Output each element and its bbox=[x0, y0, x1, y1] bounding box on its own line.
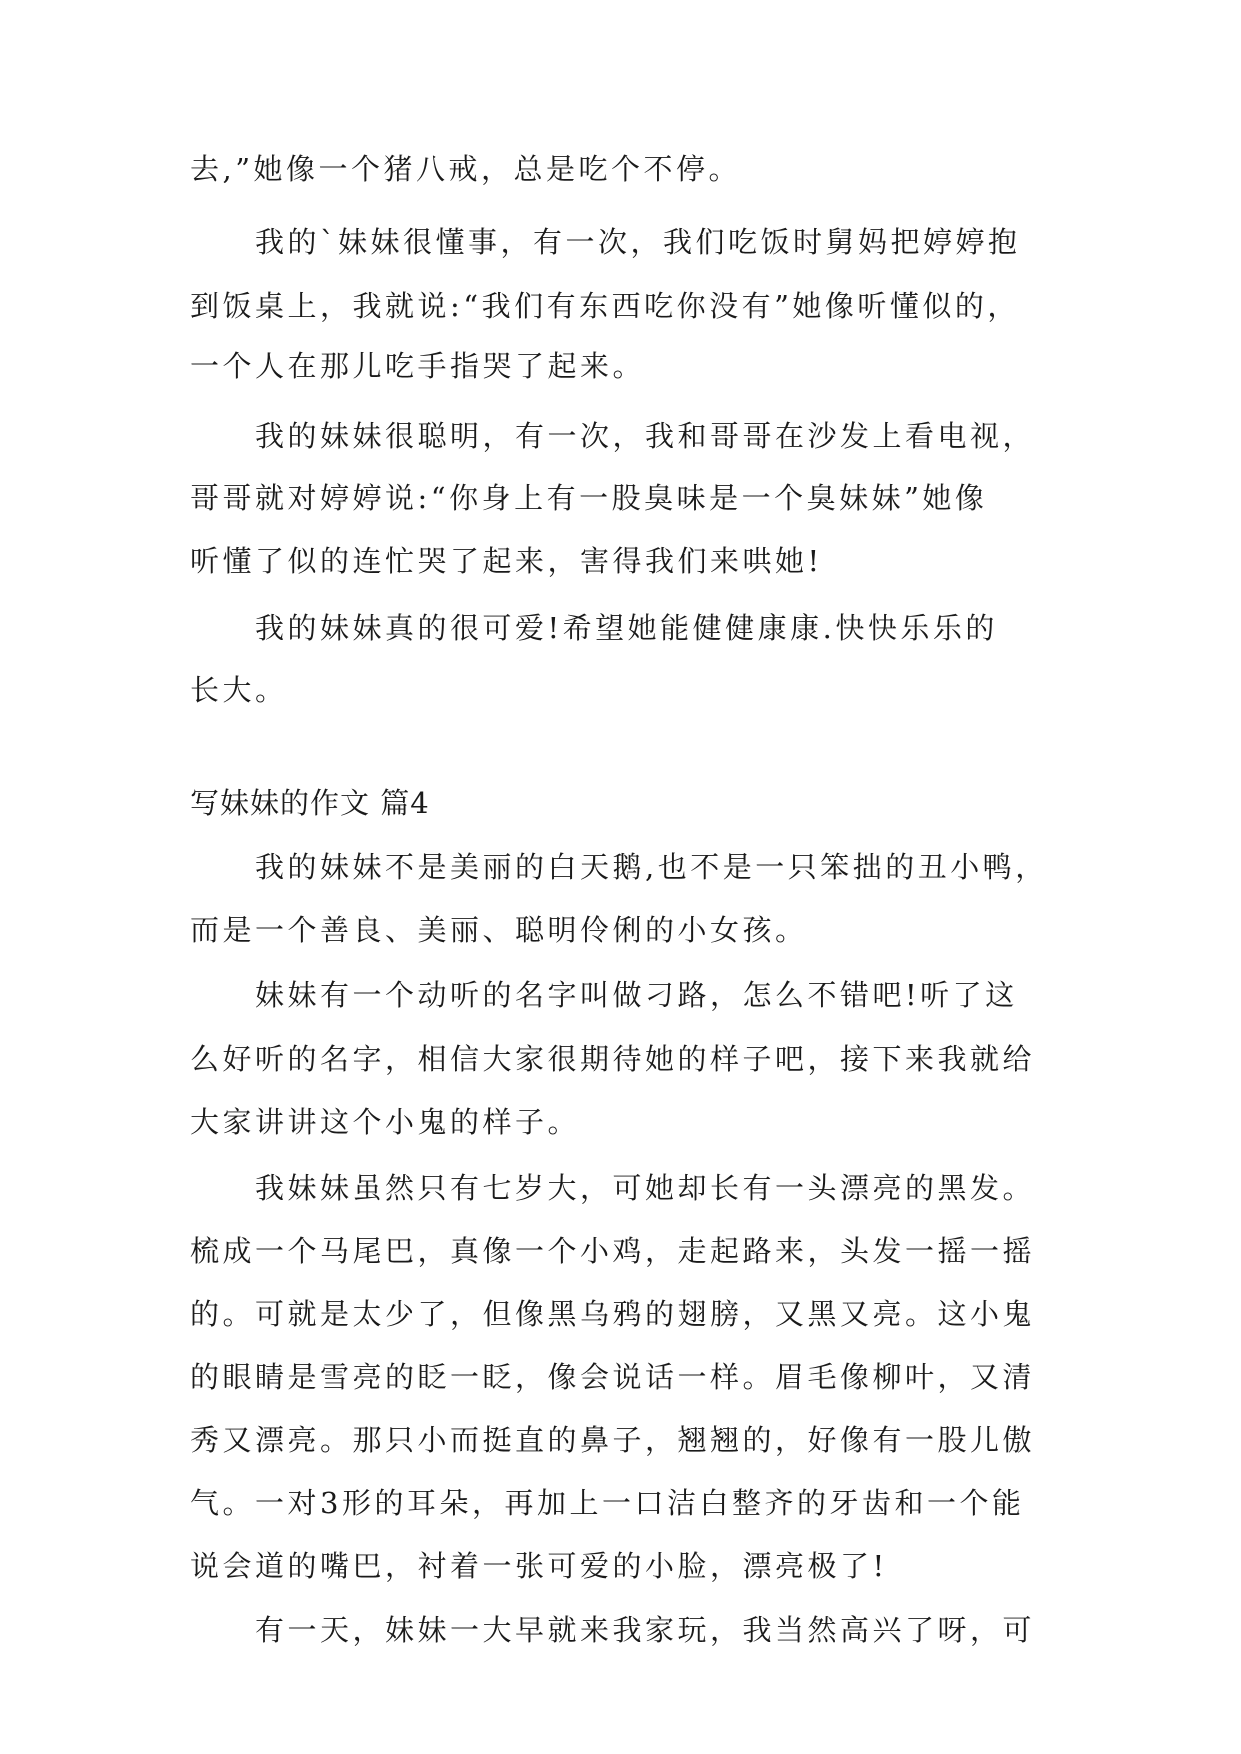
paragraph-line: 长大。 bbox=[190, 673, 288, 707]
paragraph-line: 我的妹妹真的很可爱!希望她能健健康康.快快乐乐的 bbox=[255, 611, 998, 645]
paragraph-line: 我的妹妹不是美丽的白天鹅,也不是一只笨拙的丑小鸭， bbox=[255, 850, 1048, 884]
paragraph-line: 到饭桌上，我就说:“我们有东西吃你没有”她像听懂似的， bbox=[190, 289, 1020, 323]
paragraph-line: 说会道的嘴巴，衬着一张可爱的小脸，漂亮极了! bbox=[190, 1549, 888, 1583]
paragraph-line: 大家讲讲这个小鬼的样子。 bbox=[190, 1105, 581, 1139]
paragraph-line: 梳成一个马尾巴，真像一个小鸡，走起路来，头发一摇一摇 bbox=[190, 1234, 1036, 1268]
paragraph-line: 我的`妹妹很懂事，有一次，我们吃饭时舅妈把婷婷抱 bbox=[255, 225, 1021, 259]
paragraph-line: 秀又漂亮。那只小而挺直的鼻子，翘翘的，好像有一股儿傲 bbox=[190, 1423, 1036, 1457]
section-heading: 写妹妹的作文 篇4 bbox=[190, 786, 430, 820]
paragraph-line: 的。可就是太少了，但像黑乌鸦的翅膀，又黑又亮。这小鬼 bbox=[190, 1297, 1036, 1331]
paragraph-line: 妹妹有一个动听的名字叫做刁路，怎么不错吧!听了这 bbox=[255, 978, 1018, 1012]
paragraph-line: 的眼睛是雪亮的眨一眨，像会说话一样。眉毛像柳叶，又清 bbox=[190, 1360, 1036, 1394]
paragraph-line: 我的妹妹很聪明，有一次，我和哥哥在沙发上看电视， bbox=[255, 419, 1036, 453]
paragraph-line: 有一天，妹妹一大早就来我家玩，我当然高兴了呀，可 bbox=[255, 1613, 1036, 1647]
paragraph-line: 听懂了似的连忙哭了起来，害得我们来哄她! bbox=[190, 544, 823, 578]
paragraph-line: 气。一对3形的耳朵，再加上一口洁白整齐的牙齿和一个能 bbox=[190, 1486, 1025, 1520]
paragraph-line: 哥哥就对婷婷说:“你身上有一股臭味是一个臭妹妹”她像 bbox=[190, 481, 988, 515]
paragraph-line: 去,”她像一个猪八戒，总是吃个不停。 bbox=[190, 152, 742, 186]
paragraph-line: 而是一个善良、美丽、聪明伶俐的小女孩。 bbox=[190, 913, 808, 947]
paragraph-line: 一个人在那儿吃手指哭了起来。 bbox=[190, 349, 646, 383]
paragraph-line: 我妹妹虽然只有七岁大，可她却长有一头漂亮的黑发。 bbox=[255, 1171, 1036, 1205]
paragraph-line: 么好听的名字，相信大家很期待她的样子吧，接下来我就给 bbox=[190, 1042, 1036, 1076]
